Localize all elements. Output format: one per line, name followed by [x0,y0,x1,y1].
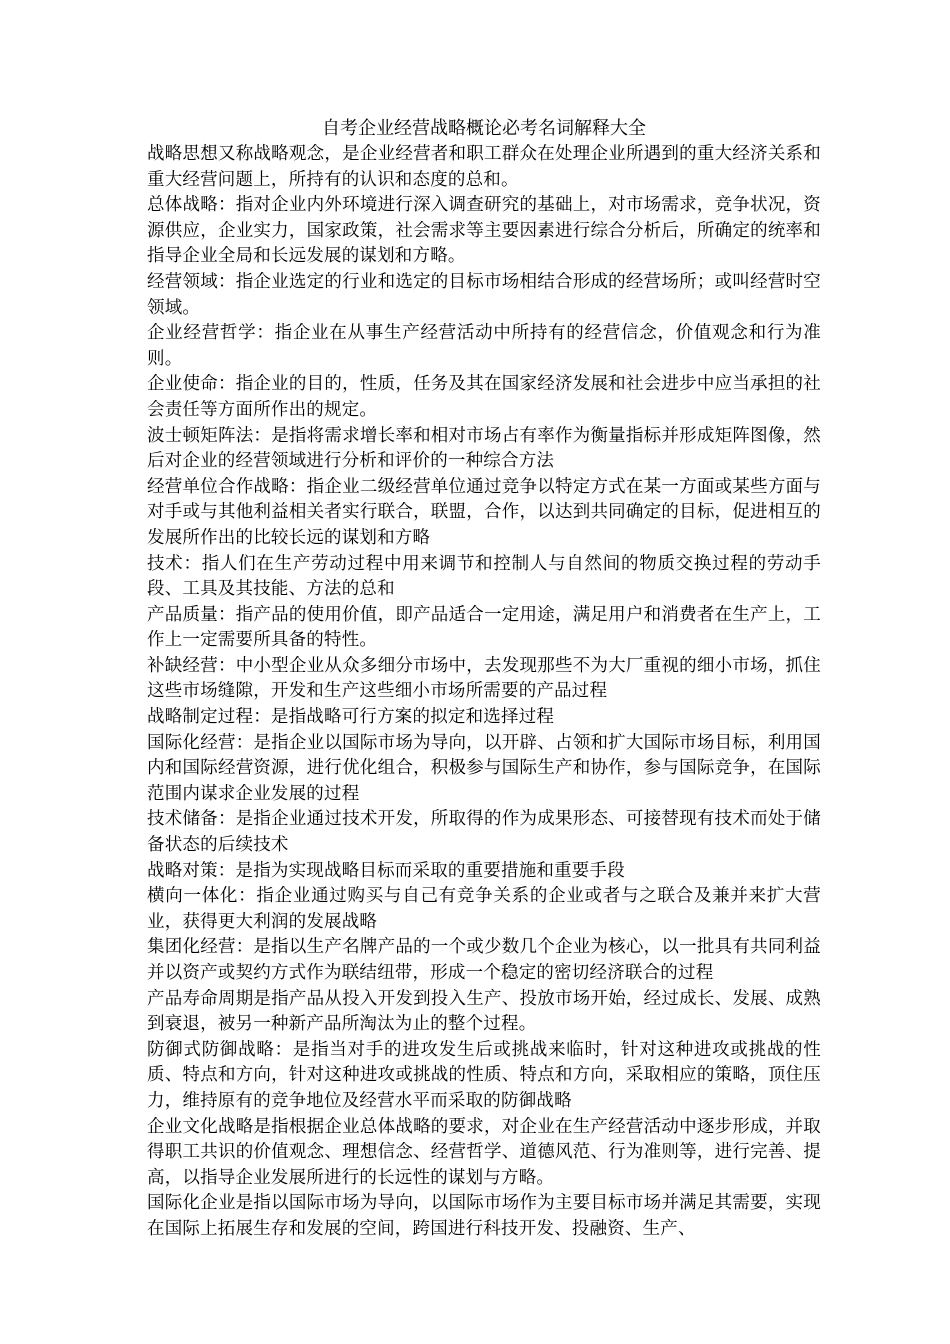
paragraph-international-enterprise: 国际化企业是指以国际市场为导向，以国际市场作为主要目标市场并满足其需要，实现在国际上拓展生存和发展的空间，跨国进行科技开发、投融资、生产、 [147,1193,821,1239]
paragraph-strategic-countermeasures: 战略对策：是指为实现战略目标而采取的重要措施和重要手段 [147,860,625,881]
paragraph-technology-reserve: 技术储备：是指企业通过技术开发，所取得的作为成果形态、可接替现有技术而处于储备状态的后续技术 [147,809,821,856]
document-body [147,142,821,1243]
paragraph-business-field: 经营领域：指企业选定的行业和选定的目标市场相结合形成的经营场所；或叫经营时空领域。 [147,271,821,318]
paragraph-enterprise-mission: 企业使命：指企业的目的，性质，任务及其在国家经济发展和社会进步中应当承担的社会责任等方面所作出的规定。 [147,374,821,420]
document-title: 自考企业经营战略概论必考名词解释大全 [322,118,646,139]
paragraph-business-philosophy: 企业经营哲学：指企业在从事生产经营活动中所持有的经营信念，价值观念和行为准则。 [147,323,821,369]
paragraph-niche-business: 补缺经营：中小型企业从众多细分市场中，去发现那些不为大厂重视的细小市场，抓住这些市场缝隙，开发和生产这些细小市场所需要的产品过程 [147,655,821,702]
paragraph-unit-cooperation-strategy: 经营单位合作战略：指企业二级经营单位通过竞争以特定方式在某一方面或某些方面与对手或与其他利益相关者实行联合，联盟，合作，以达到共同确定的目标，促进相互的发展所作出的比较长远的谋划和方略 [147,476,821,548]
paragraph-culture-strategy: 企业文化战略是指根据企业总体战略的要求，对企业在生产经营活动中逐步形成，并取得职工共识的价值观念、理想信念、经营哲学、道德风范、行为准则等，进行完善、提高，以指导企业发展所进行的长远性的谋划与方略。 [147,1116,821,1188]
paragraph-product-quality: 产品质量：指产品的使用价值，即产品适合一定用途，满足用户和消费者在生产上，工作上一定需要所具备的特性。 [147,604,821,651]
paragraph-strategy-formulation: 战略制定过程：是指战略可行方案的拟定和选择过程 [147,707,555,728]
paragraph-technology: 技术：指人们在生产劳动过程中用来调节和控制人与自然间的物质交换过程的劳动手段、工具及其技能、方法的总和 [147,553,821,600]
paragraph-defensive-strategy: 防御式防御战略：是指当对手的进攻发生后或挑战来临时，针对这种进攻或挑战的性质、特点和方向，针对这种进攻或挑战的性质、特点和方向，采取相应的策略，顶住压力，维持原有的竞争地位及经营水平而采取的防御战略 [147,1039,821,1111]
paragraph-strategic-thinking: 战略思想又称战略观念，是企业经营者和职工群众在处理企业所遇到的重大经济关系和重大经营问题上，所持有的认识和态度的总和。 [147,144,821,190]
document-page [147,116,821,1243]
paragraph-internationalization: 国际化经营：是指企业以国际市场为导向，以开辟、占领和扩大国际市场目标，利用国内和国际经营资源，进行优化组合，积极参与国际生产和协作，参与国际竞争，在国际范围内谋求企业发展的过程 [147,732,821,804]
paragraph-horizontal-integration: 横向一体化：指企业通过购买与自己有竞争关系的企业或者与之联合及兼并来扩大营业，获得更大利润的发展战略 [147,886,821,932]
paragraph-overall-strategy: 总体战略：指对企业内外环境进行深入调查研究的基础上，对市场需求，竞争状况，资源供应，企业实力，国家政策，社会需求等主要因素进行综合分析后，所确定的统率和指导企业全局和长远发展的谋划和方略。 [147,195,821,267]
paragraph-boston-matrix: 波士顿矩阵法：是指将需求增长率和相对市场占有率作为衡量指标并形成矩阵图像，然后对企业的经营领域进行分析和评价的一种综合方法 [147,425,821,472]
paragraph-product-life-cycle: 产品寿命周期是指产品从投入开发到投入生产、投放市场开始，经过成长、发展、成熟到衰退，被另一种新产品所淘汰为止的整个过程。 [147,988,821,1035]
paragraph-group-operation: 集团化经营：是指以生产名牌产品的一个或少数几个企业为核心，以一批具有共同利益并以资产或契约方式作为联结纽带，形成一个稳定的密切经济联合的过程 [147,937,821,983]
